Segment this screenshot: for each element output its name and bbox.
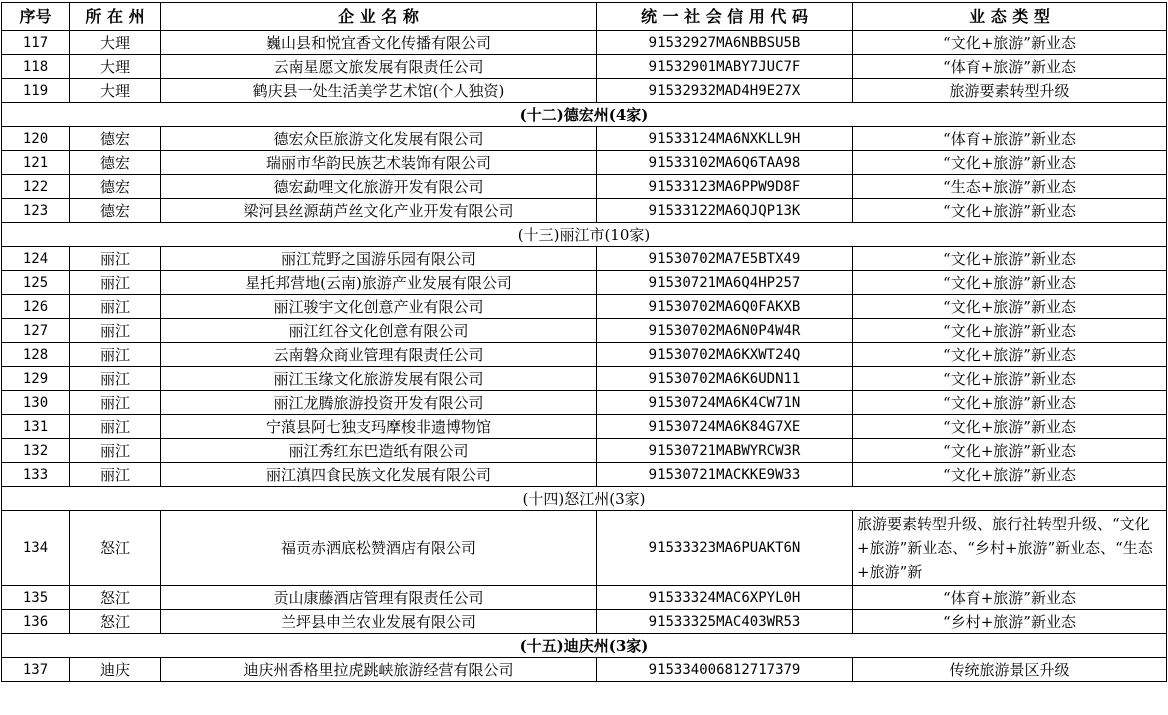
header-row (2, 3, 1167, 31)
company-name-cell: 丽江玉缘文化旅游发展有限公司 (161, 367, 597, 391)
serial-cell: 129 (2, 367, 70, 391)
credit-code-cell: 91530721MA6Q4HP257 (597, 271, 853, 295)
business-type-cell: “文化+旅游”新业态 (853, 199, 1167, 223)
credit-code-cell: 915334006812717379 (597, 658, 853, 682)
city-cell: 怒江 (70, 586, 161, 610)
business-type-cell: “体育+旅游”新业态 (853, 55, 1167, 79)
city-cell: 德宏 (70, 199, 161, 223)
company-name-cell: 星托邦营地(云南)旅游产业发展有限公司 (161, 271, 597, 295)
table-row (2, 367, 1167, 391)
header-credit-code: 统 一 社 会 信 用 代 码 (597, 3, 853, 31)
credit-code-cell: 91533123MA6PPW9D8F (597, 175, 853, 199)
business-type-cell: “文化+旅游”新业态 (853, 247, 1167, 271)
serial-cell: 123 (2, 199, 70, 223)
serial-cell: 127 (2, 319, 70, 343)
table-header (2, 3, 1167, 31)
serial-cell: 136 (2, 610, 70, 634)
credit-code-cell: 91530721MABWYRCW3R (597, 439, 853, 463)
table-row (2, 55, 1167, 79)
company-name-cell: 福贡赤洒底松赞酒店有限公司 (161, 511, 597, 586)
table-row (2, 610, 1167, 634)
serial-cell: 137 (2, 658, 70, 682)
business-type-cell: “文化+旅游”新业态 (853, 151, 1167, 175)
city-cell: 丽江 (70, 367, 161, 391)
section-header-row (2, 103, 1167, 127)
company-name-cell: 巍山县和悦宜香文化传播有限公司 (161, 31, 597, 55)
credit-code-cell: 91530724MA6K4CW71N (597, 391, 853, 415)
credit-code-cell: 91533324MAC6XPYL0H (597, 586, 853, 610)
credit-code-cell: 91530702MA6KXWT24Q (597, 343, 853, 367)
city-cell: 大理 (70, 79, 161, 103)
city-cell: 德宏 (70, 127, 161, 151)
serial-cell: 132 (2, 439, 70, 463)
table-row (2, 658, 1167, 682)
table-row (2, 151, 1167, 175)
city-cell: 怒江 (70, 511, 161, 586)
company-name-cell: 云南星愿文旅发展有限责任公司 (161, 55, 597, 79)
company-name-cell: 德宏众臣旅游文化发展有限公司 (161, 127, 597, 151)
table-row (2, 343, 1167, 367)
city-cell: 丽江 (70, 247, 161, 271)
section-title: (十五)迪庆州(3家) (2, 634, 1167, 658)
credit-code-cell: 91532932MAD4H9E27X (597, 79, 853, 103)
credit-code-cell: 91532927MA6NBBSU5B (597, 31, 853, 55)
table-row (2, 295, 1167, 319)
business-type-cell: “文化+旅游”新业态 (853, 367, 1167, 391)
serial-cell: 124 (2, 247, 70, 271)
business-type-cell: “文化+旅游”新业态 (853, 415, 1167, 439)
table-row (2, 463, 1167, 487)
serial-cell: 126 (2, 295, 70, 319)
business-type-cell: “文化+旅游”新业态 (853, 271, 1167, 295)
business-type-cell: 旅游要素转型升级、旅行社转型升级、“文化+旅游”新业态、“乡村+旅游”新业态、“生态+旅游”新 (853, 511, 1167, 586)
credit-code-cell: 91533323MA6PUAKT6N (597, 511, 853, 586)
serial-cell: 118 (2, 55, 70, 79)
credit-code-cell: 91530702MA6N0P4W4R (597, 319, 853, 343)
city-cell: 德宏 (70, 151, 161, 175)
business-type-cell: “文化+旅游”新业态 (853, 31, 1167, 55)
credit-code-cell: 91533122MA6QJQP13K (597, 199, 853, 223)
business-type-cell: “乡村+旅游”新业态 (853, 610, 1167, 634)
header-serial: 序号 (2, 3, 70, 31)
business-type-cell: “文化+旅游”新业态 (853, 439, 1167, 463)
company-name-cell: 德宏勐哩文化旅游开发有限公司 (161, 175, 597, 199)
serial-cell: 120 (2, 127, 70, 151)
company-name-cell: 贡山康藤酒店管理有限责任公司 (161, 586, 597, 610)
serial-cell: 117 (2, 31, 70, 55)
credit-code-cell: 91533102MA6Q6TAA98 (597, 151, 853, 175)
business-type-cell: “文化+旅游”新业态 (853, 295, 1167, 319)
header-company-name: 企 业 名 称 (161, 3, 597, 31)
serial-cell: 119 (2, 79, 70, 103)
serial-cell: 133 (2, 463, 70, 487)
table-row (2, 586, 1167, 610)
business-type-cell: “体育+旅游”新业态 (853, 127, 1167, 151)
credit-code-cell: 91530721MACKKE9W33 (597, 463, 853, 487)
company-name-cell: 梁河县丝源葫芦丝文化产业开发有限公司 (161, 199, 597, 223)
header-city: 所 在 州 (70, 3, 161, 31)
table-row (2, 319, 1167, 343)
table-row (2, 127, 1167, 151)
city-cell: 大理 (70, 31, 161, 55)
city-cell: 怒江 (70, 610, 161, 634)
company-name-cell: 宁蒗县阿七独支玛摩梭非遗博物馆 (161, 415, 597, 439)
serial-cell: 128 (2, 343, 70, 367)
serial-cell: 135 (2, 586, 70, 610)
company-name-cell: 鹤庆县一处生活美学艺术馆(个人独资) (161, 79, 597, 103)
table-row (2, 439, 1167, 463)
company-name-cell: 瑞丽市华韵民族艺术装饰有限公司 (161, 151, 597, 175)
business-type-cell: “文化+旅游”新业态 (853, 319, 1167, 343)
company-name-cell: 迪庆州香格里拉虎跳峡旅游经营有限公司 (161, 658, 597, 682)
table-row (2, 79, 1167, 103)
city-cell: 丽江 (70, 319, 161, 343)
city-cell: 丽江 (70, 415, 161, 439)
table-row (2, 271, 1167, 295)
section-title: (十四)怒江州(3家) (2, 487, 1167, 511)
company-name-cell: 云南磐众商业管理有限责任公司 (161, 343, 597, 367)
table-row (2, 415, 1167, 439)
company-name-cell: 丽江龙腾旅游投资开发有限公司 (161, 391, 597, 415)
serial-cell: 125 (2, 271, 70, 295)
credit-code-cell: 91530724MA6K84G7XE (597, 415, 853, 439)
city-cell: 丽江 (70, 463, 161, 487)
company-name-cell: 丽江骏宇文化创意产业有限公司 (161, 295, 597, 319)
table-row (2, 391, 1167, 415)
serial-cell: 134 (2, 511, 70, 586)
serial-cell: 122 (2, 175, 70, 199)
table-row (2, 247, 1167, 271)
credit-code-cell: 91530702MA7E5BTX49 (597, 247, 853, 271)
table-row (2, 31, 1167, 55)
company-name-cell: 丽江荒野之国游乐园有限公司 (161, 247, 597, 271)
company-name-cell: 丽江滇四食民族文化发展有限公司 (161, 463, 597, 487)
serial-cell: 130 (2, 391, 70, 415)
business-type-cell: “生态+旅游”新业态 (853, 175, 1167, 199)
business-type-cell: 传统旅游景区升级 (853, 658, 1167, 682)
section-title: (十三)丽江市(10家) (2, 223, 1167, 247)
enterprise-table (1, 2, 1167, 682)
section-title: (十二)德宏州(4家) (2, 103, 1167, 127)
city-cell: 德宏 (70, 175, 161, 199)
business-type-cell: “文化+旅游”新业态 (853, 391, 1167, 415)
city-cell: 丽江 (70, 391, 161, 415)
company-name-cell: 兰坪县申兰农业发展有限公司 (161, 610, 597, 634)
city-cell: 迪庆 (70, 658, 161, 682)
section-header-row (2, 634, 1167, 658)
city-cell: 大理 (70, 55, 161, 79)
city-cell: 丽江 (70, 295, 161, 319)
credit-code-cell: 91530702MA6K6UDN11 (597, 367, 853, 391)
company-name-cell: 丽江秀红东巴造纸有限公司 (161, 439, 597, 463)
business-type-cell: “体育+旅游”新业态 (853, 586, 1167, 610)
city-cell: 丽江 (70, 439, 161, 463)
section-header-row (2, 487, 1167, 511)
city-cell: 丽江 (70, 271, 161, 295)
table-row (2, 199, 1167, 223)
business-type-cell: “文化+旅游”新业态 (853, 463, 1167, 487)
credit-code-cell: 91532901MABY7JUC7F (597, 55, 853, 79)
serial-cell: 121 (2, 151, 70, 175)
credit-code-cell: 91530702MA6Q0FAKXB (597, 295, 853, 319)
table-body (2, 31, 1167, 682)
credit-code-cell: 91533124MA6NXKLL9H (597, 127, 853, 151)
table-row (2, 511, 1167, 586)
section-header-row (2, 223, 1167, 247)
header-business-type: 业 态 类 型 (853, 3, 1167, 31)
credit-code-cell: 91533325MAC403WR53 (597, 610, 853, 634)
serial-cell: 131 (2, 415, 70, 439)
table-row (2, 175, 1167, 199)
company-name-cell: 丽江红谷文化创意有限公司 (161, 319, 597, 343)
business-type-cell: “文化+旅游”新业态 (853, 343, 1167, 367)
business-type-cell: 旅游要素转型升级 (853, 79, 1167, 103)
city-cell: 丽江 (70, 343, 161, 367)
